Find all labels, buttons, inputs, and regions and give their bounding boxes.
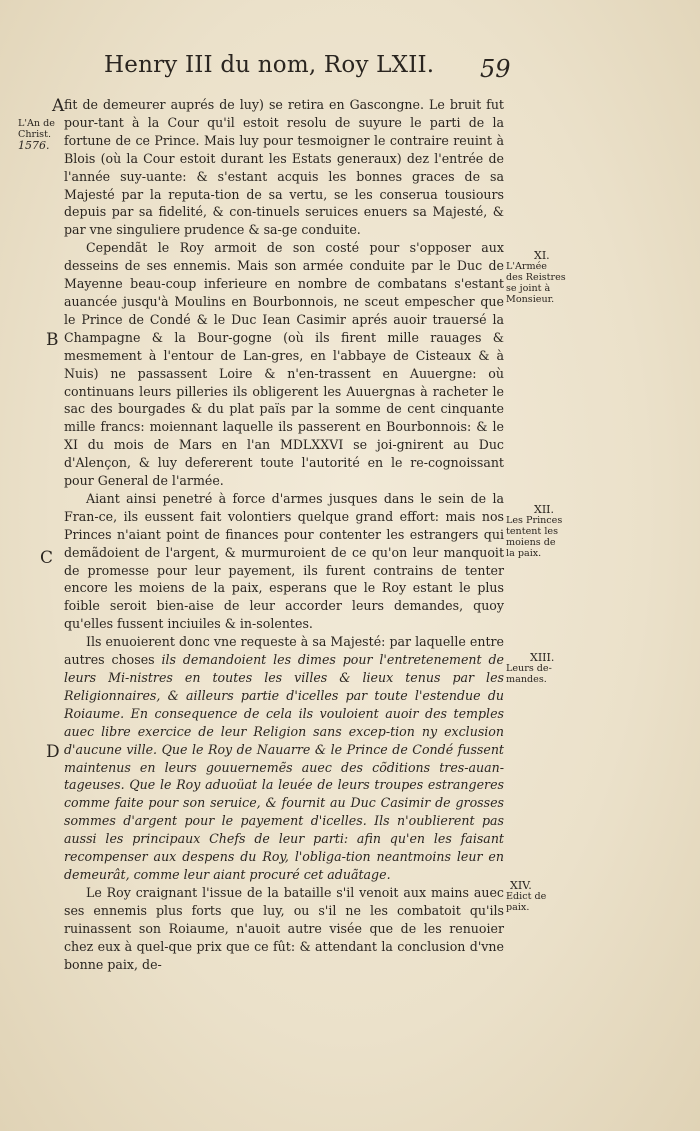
side-note-line: Edict de (506, 891, 547, 902)
side-note-line: Les Princes (506, 515, 563, 526)
margin-letter-c: C (40, 548, 54, 568)
side-note-xiv (506, 880, 568, 913)
side-note-line: Leurs de- (506, 663, 552, 674)
side-note-line: se joint à (506, 283, 551, 294)
margin-letter-a: A (52, 96, 65, 116)
margin-letter-d: D (46, 742, 60, 762)
paragraph-4-italic: ils demandoient les dimes pour l'entretenement de leurs Mi-nistres en toutes les villes & lieux tenus par les Religionnaires, & ailleurs partie d'icelles par toute l'estendue du Roiaume. En consequence de cela ils vouloient auoir des temples auec libre exercice de leur Religion sans excep-tion ny exclusion d'aucune ville. Que le Roy de Nauarre & le Prince de Condé fussent maintenus en leurs gouuernemẽs auec des cõditions tres-auan-tageuses. Que le Roy aduoüat la leuée de leurs troupes estrangeres comme faite pour son seruice, & fournit au Duc Casimir de grosses sommes d'argent pour le payement d'icelles. Ils n'oublierent pas aussi les principaux Chefs de leur parti: afin qu'en les faisant recompenser aux despens du Roy, l'obliga-tion neantmoins leur en demeurât, comme leur aiant procuré cet aduãtage. (64, 652, 504, 882)
main-text (64, 96, 504, 973)
paragraph-2: Cependãt le Roy armoit de son costé pour s'opposer aux desseins de ses ennemis. Mais son armée conduite par le Duc de Mayenne beau-coup inferieure en nombre de combatans s'estant auancée jusqu'à Moulins en Bourbonnois, ne sceut empescher que le Prince de Condé & le Duc Iean Casimir aprés auoir trauersé la Champagne & la Bour-gogne (où ils firent mille rauages & mesmement à l'entour de Lan-gres, en l'abbaye de Cisteaux & à Nuis) ne passassent Loire & n'en-trassent en Auuergne: où continuans leurs pilleries ils obligerent les Auuergnas à racheter le sac des bourgades & du plat païs par la somme de cent cinquante mille francs: moiennant laquelle ils passerent en Bourbonnois: & le XI du mois de Mars en l'an MDLXXVI se joi-gnirent au Duc d'Alençon, & luy defererent toute l'autorité en le re-cognoissant pour General de l'armée. (64, 240, 504, 489)
side-note-xi (506, 250, 568, 305)
year-label-3: 1576. (18, 139, 50, 152)
side-note-line: paix. (506, 902, 530, 913)
year-label-1: L'An de (18, 118, 55, 129)
running-header: Henry III du nom, Roy LXII. (104, 52, 435, 78)
page-number: 59 (480, 55, 511, 83)
margin-year-note (18, 118, 64, 151)
paragraph-3: Aiant ainsi penetré à force d'armes jusques dans le sein de la Fran-ce, ils eussent fait volontiers quelque grand effort: mais nos Princes n'aiant point de finances pour contenter les estrangers qui demãdoient de l'argent, & murmuroient de ce qu'on leur manquoit de promesse pour leur payement, ils furent contrains de tenter encore les moiens de la paix, esperans que le Roy estant le plus foible seroit bien-aise de leur accorder leurs demandes, quoy qu'elles fussent inciuiles & in-solentes. (64, 490, 504, 632)
side-note-line: des Reistres (506, 272, 566, 283)
section-number: XIII. (530, 651, 555, 664)
side-note-line: mandes. (506, 674, 547, 685)
side-note-xii (506, 504, 568, 559)
side-note-line: L'Armée (506, 261, 547, 272)
side-note-line: la paix. (506, 548, 542, 559)
side-note-xiii (506, 652, 568, 685)
margin-letter-b: B (46, 330, 59, 350)
paragraph-4-lead: Ils enuoierent donc vne requeste à sa Majesté: par laquelle entre autres choses (64, 634, 504, 668)
section-number: XIV. (510, 879, 532, 892)
side-note-line: tentent les (506, 526, 558, 537)
side-note-line: moiens de (506, 537, 556, 548)
paragraph-4 (64, 633, 504, 884)
year-label-2: Christ. (18, 129, 52, 140)
paragraph-1: fit de demeurer auprés de luy) se retira en Gascongne. Le bruit fut pour-tant à la Cour qu'il estoit resolu de suyure le parti de la fortune de ce Prince. Mais luy pour tesmoigner le contraire reuint à Blois (où la Cour estoit durant les Estats generaux) dez l'entrée de l'année suy-uante: & s'estant acquis les bonnes graces de sa Majesté par la reputa-tion de sa vertu, se les conserua tousiours depuis par sa fidelité, & con-tinuels seruices enuers sa Majesté, & par vne singuliere prudence & sa-ge conduite. (64, 97, 504, 238)
section-number: XII. (534, 503, 555, 516)
side-note-line: Monsieur. (506, 294, 555, 305)
paragraph-5: Le Roy craignant l'issue de la bataille s'il venoit aux mains auec ses ennemis plus forts que luy, ou s'il ne les combatoit qu'ils ruinassent son Roiaume, n'auoit autre visée que de les renuoier chez eux à quel-que prix que ce fût: & attendant la conclusion d'vne bonne paix, de- (64, 884, 504, 972)
section-number: XI. (534, 249, 550, 262)
